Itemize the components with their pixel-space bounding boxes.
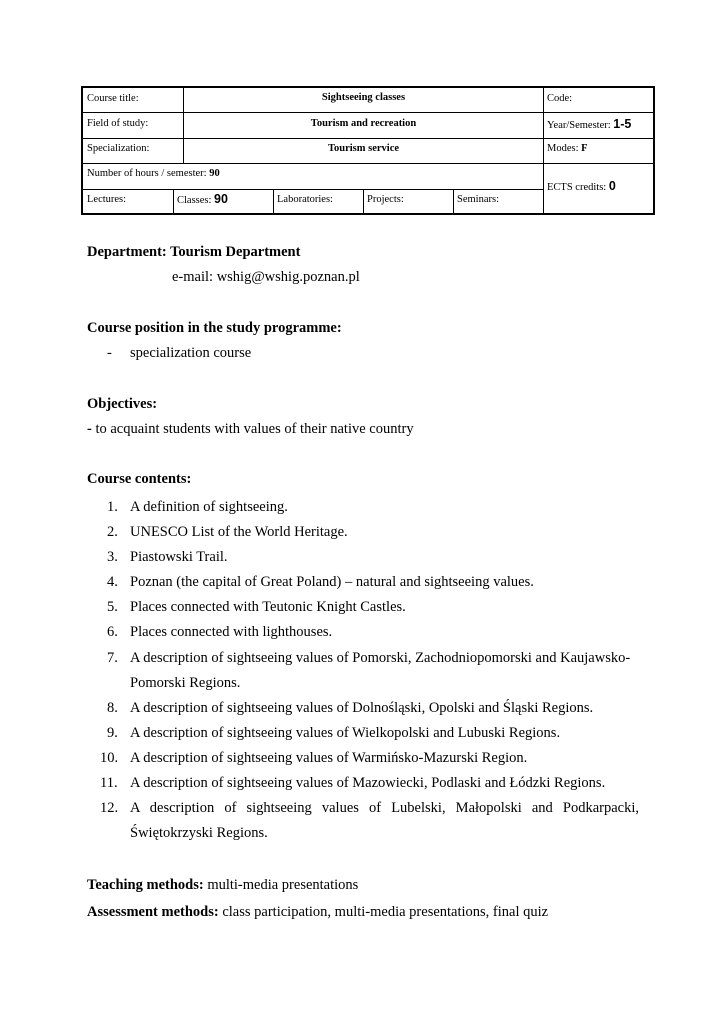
department-heading: Department: Tourism Department [87,244,301,260]
course-contents-list [87,495,639,846]
laboratories-label: Laboratories: [277,194,333,205]
classes-value: 90 [214,192,228,206]
list-item: 12. A description of sightseeing values of Lubelski, Małopolski and Podkarpacki, Świętokrzyski Regions. [100,800,639,842]
list-item: 8. A description of sightseeing values of Dolnośląski, Opolski and Śląski Regions. [107,699,594,716]
seminars-label: Seminars: [457,194,499,205]
course-contents-heading: Course contents: [87,471,192,487]
specialization-label: Specialization: [87,143,150,154]
hours-per-semester [87,168,220,180]
list-item: 11. A description of sightseeing values of Mazowiecki, Podlaski and Łódzki Regions. [100,775,606,792]
assessment-methods [87,904,548,921]
list-item: 10. A description of sightseeing values of Warmińsko-Mazurski Region. [100,749,528,766]
lectures-label: Lectures: [87,194,127,205]
course-position-item: specialization course [130,345,252,361]
list-item: 6. Places connected with lighthouses. [107,624,333,641]
ects-credits [547,180,616,194]
projects-label: Projects: [367,194,404,205]
ects-label: ECTS credits: [547,182,607,193]
list-item: 1. A definition of sightseeing. [107,499,288,515]
department-email: e-mail: wshig@wshig.poznan.pl [172,269,360,285]
list-item: 3. Piastowski Trail. [107,549,228,566]
ects-value: 0 [608,179,616,193]
classes-label: Classes: [177,195,212,206]
list-item: 4. Poznan (the capital of Great Poland) – natural and sightseeing values. [107,574,534,591]
assessment-methods-value: class participation, multi-media presentations, final quiz [218,904,549,920]
assessment-methods-label: Assessment methods: [87,904,219,920]
course-position-heading: Course position in the study programme: [87,320,342,336]
year-semester-value: 1-5 [613,117,632,131]
classes [177,193,228,207]
course-position-dash: - [107,345,112,361]
year-semester [547,118,631,132]
teaching-methods-value: multi-media presentations [203,877,359,893]
course-title-label: Course title: [87,93,139,104]
code-label: Code: [547,93,573,104]
course-title-value: Sightseeing classes [321,92,406,103]
course-info-table [81,86,655,215]
hours-value: 90 [209,168,220,179]
objectives-heading: Objectives: [87,396,158,412]
specialization-value: Tourism service [327,143,400,154]
modes [547,143,588,155]
year-semester-label: Year/Semester: [547,120,611,131]
list-item: 5. Places connected with Teutonic Knight Castles. [107,599,406,616]
list-item: 2. UNESCO List of the World Heritage. [107,524,348,541]
hours-label: Number of hours / semester: [87,168,207,179]
teaching-methods-label: Teaching methods: [87,877,204,893]
field-of-study-value: Tourism and recreation [310,118,417,129]
objectives-item [87,421,414,438]
modes-label: Modes: [547,143,579,154]
field-of-study-label: Field of study: [87,118,149,129]
list-item: 9. A description of sightseeing values of Wielkopolski and Lubuski Regions. [107,724,561,741]
modes-value: F [581,143,588,154]
objectives-dash: - [87,421,92,437]
list-item: 7. A description of sightseeing values of Pomorski, Zachodniopomorski and Kaujawsko- Pomorski Regions. [107,649,631,691]
objectives-text: to acquaint students with values of their native country [91,421,414,437]
teaching-methods [87,877,358,894]
